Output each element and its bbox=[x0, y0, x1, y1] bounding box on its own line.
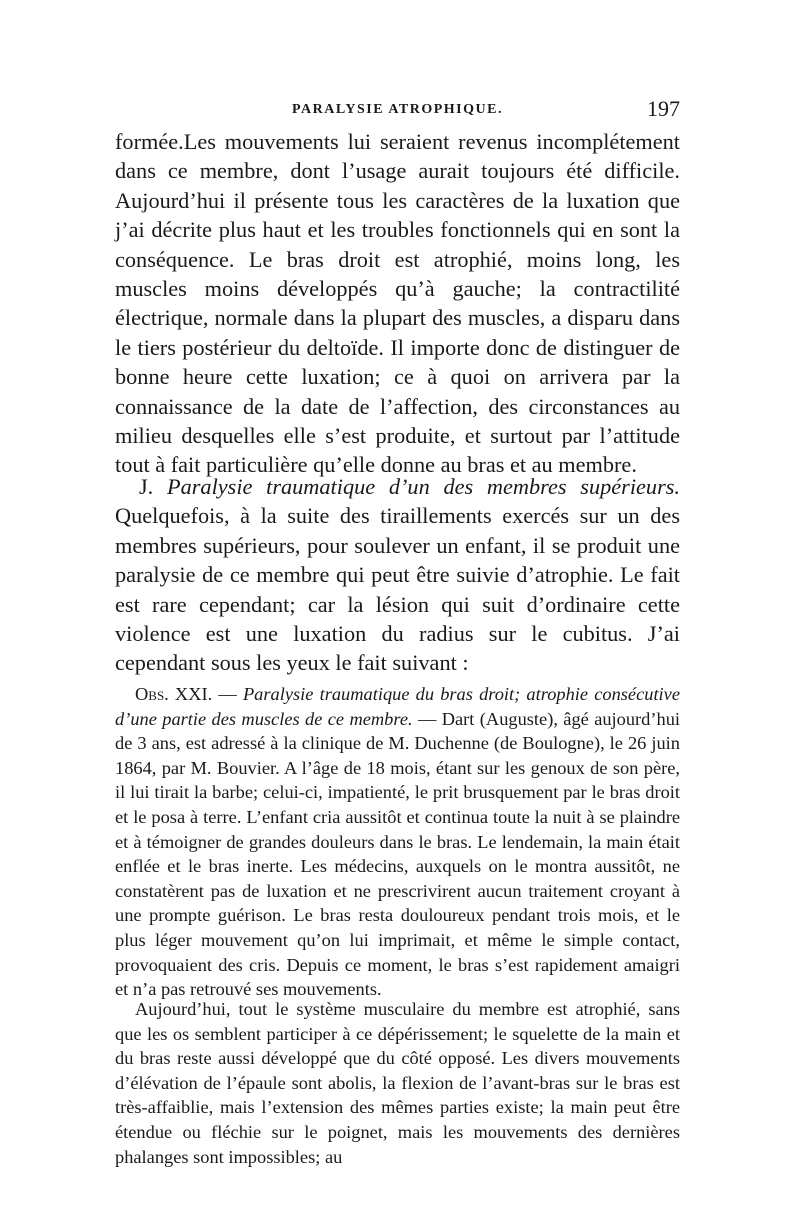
paragraph-luxation: formée.Les mouvements lui seraient revenus incomplétement dans ce membre, dont l’usage aurait toujours été difficile. Aujourd’hui il présente tous les caractères de la luxation que j’ai décrite plus haut et les troubles fonctionnels qui en sont la conséquence. Le bras droit est atrophié, moins long, les muscles moins développés qu’à gauche; la contractilité électrique, normale dans la plupart des muscles, a disparu dans le tiers postérieur du deltoïde. Il importe donc de distinguer de bonne heure cette luxation; ce à quoi on arrivera par la connaissance de la date de l’affection, des circonstances au milieu desquelles elle s’est produite, et surtout par l’attitude tout à fait particulière qu’elle donne au bras et au membre. bbox=[115, 129, 680, 478]
observation-label: Obs. XXI. bbox=[135, 684, 213, 704]
paragraph-section-j bbox=[115, 472, 680, 678]
observation-dash: — bbox=[212, 684, 243, 704]
observation-title: Paralysie traumatique du bras droit; atrophie consécutive d’une partie des muscles de ce membre. bbox=[115, 684, 680, 729]
observation-text: — Dart (Auguste), âgé aujourd’hui de 3 ans, est adressé à la clinique de M. Duchenne (de Boulogne), le 26 juin 1864, par M. Bouvier. A l’âge de 18 mois, étant sur les genoux de son père, il lui tirait la barbe; celui-ci, impatienté, le prit brusquement par le bras droit et le posa à terre. L’enfant cria aussitôt et continua toute la nuit à se plaindre et à témoigner de grandes douleurs dans le bras. Le lendemain, la main était enflée et le bras inerte. Les médecins, auxquels on le montra aussitôt, ne constatèrent pas de luxation et ne prescrivirent aucun traitement croyant à une prompte guérison. Le bras resta douloureux pendant trois mois, et le plus léger mouvement qu’on lui imprimait, et même le simple contact, provoquaient des cris. Depuis ce moment, le bras s’est rapidement amaigri et n’a pas retrouvé ses mouvements. bbox=[115, 708, 680, 1000]
page-header bbox=[115, 96, 680, 124]
paragraph-today: Aujourd’hui, tout le système musculaire du membre est atrophié, sans que les os semblent participer à ce dépérissement; le squelette de la main et du bras reste aussi développé que du côté opposé. Les divers mouvements d’élévation de l’épaule sont abolis, la flexion de l’avant-bras sur le bras est très-affaiblie, mais l’extension des mêmes parties existe; la main peut être étendue ou fléchie sur le poignet, mais les mouvements des dernières phalanges sont impossibles; au bbox=[115, 999, 680, 1167]
section-letter: J. bbox=[139, 474, 167, 499]
section-title: Paralysie traumatique d’un des membres supérieurs. bbox=[166, 474, 680, 499]
page-number: 197 bbox=[647, 96, 680, 121]
running-title: PARALYSIE ATROPHIQUE. bbox=[292, 102, 503, 117]
observation-xxi bbox=[115, 682, 680, 1002]
section-text: Quelquefois, à la suite des tiraillements exercés sur un des membres supérieurs, pour soulever un enfant, il se produit une paralysie de ce membre qui peut être suivie d’atrophie. Le fait est rare cependant; car la lésion qui suit d’ordinaire cette violence est une luxation du radius sur le cubitus. J’ai cependant sous les yeux le fait suivant : bbox=[115, 503, 680, 676]
